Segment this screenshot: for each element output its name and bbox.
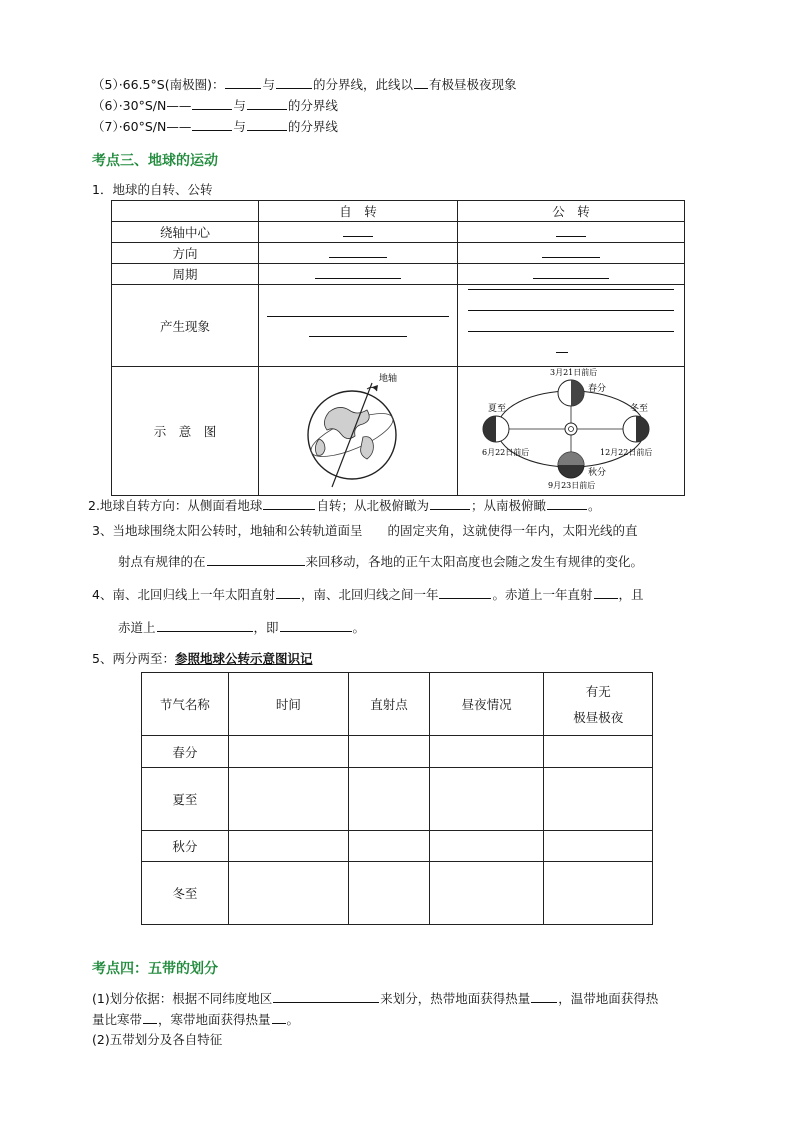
section-4-title: 考点四：五带的划分: [92, 961, 218, 977]
globe-diagram-cell: [259, 367, 458, 496]
item-5: 5、两分两至：参照地球公转示意图识记: [92, 651, 313, 666]
th-time: 时间: [228, 673, 349, 736]
spring-date-label: 3月21日前后: [550, 368, 598, 377]
section-4-p1-line-2: 量比寒带 ，寒带地面获得热量 。: [92, 1012, 300, 1027]
orbit-diagram: [458, 367, 684, 492]
col-rotation: 自 转: [259, 201, 458, 222]
row-direction: 方向: [112, 243, 259, 264]
orbit-diagram-cell: [458, 367, 685, 496]
th-term: 节气名称: [142, 673, 229, 736]
rotation-revolution-table: [111, 200, 685, 496]
th-direct-point: 直射点: [349, 673, 430, 736]
row-autumn-equinox: 秋分: [142, 831, 229, 862]
solstice-equinox-table: [141, 672, 653, 925]
spring-label: 春分: [588, 384, 607, 394]
globe-diagram: [259, 367, 457, 492]
row-period: 周期: [112, 264, 259, 285]
section-4-p1-line-1: (1)划分依据：根据不同纬度地区 来划分，热带地面获得热量 ，温带地面获得热: [92, 991, 659, 1006]
autumn-label: 秋分: [588, 468, 607, 478]
row-diagram: 示 意 图: [112, 367, 259, 496]
summer-date-label: 6月22日前后: [482, 448, 530, 457]
section-4-p2: (2)五带划分及各自特征: [92, 1032, 223, 1047]
row-axis-center: 绕轴中心: [112, 222, 259, 243]
row-summer-solstice: 夏至: [142, 768, 229, 831]
winter-label: 冬至: [630, 404, 649, 414]
line-7: （7）·60°S/N—— 与 的分界线: [92, 119, 338, 134]
line-6: （6）·30°S/N—— 与 的分界线: [92, 98, 338, 113]
item-1: 1．地球的自转、公转: [92, 182, 213, 197]
axis-label: 地轴: [379, 374, 398, 384]
summer-label: 夏至: [488, 404, 507, 414]
col-revolution: 公 转: [458, 201, 685, 222]
row-spring-equinox: 春分: [142, 736, 229, 768]
item-4-line-1: 4、南、北回归线上一年太阳直射 ，南、北回归线之间一年 。赤道上一年直射 ，且: [92, 587, 644, 602]
item-3-line-1: 3、当地球围绕太阳公转时，地轴和公转轨道面呈 的固定夹角，这就使得一年内，太阳光线的直: [92, 523, 638, 538]
winter-date-label: 12月22日前后: [600, 448, 653, 457]
autumn-date-label: 9月23日前后: [548, 481, 596, 490]
row-phenomena: 产生现象: [112, 285, 259, 367]
item-3-line-2: 射点有规律的在 来回移动，各地的正午太阳高度也会随之发生有规律的变化。: [118, 554, 644, 569]
line-5: （5）·66.5°S(南极圈)： 与 的分界线，此线以 有极昼极夜现象: [92, 77, 517, 92]
section-3-title: 考点三、地球的运动: [92, 153, 218, 169]
item-2: 2.地球自转方向：从侧面看地球 自转；从北极俯瞰为 ；从南极俯瞰 。: [88, 498, 601, 513]
th-day-night: 昼夜情况: [429, 673, 544, 736]
th-polar-day-night: 有无 极昼极夜: [544, 673, 653, 736]
item-4-line-2: 赤道上 ，即 。: [118, 620, 366, 635]
row-winter-solstice: 冬至: [142, 862, 229, 925]
